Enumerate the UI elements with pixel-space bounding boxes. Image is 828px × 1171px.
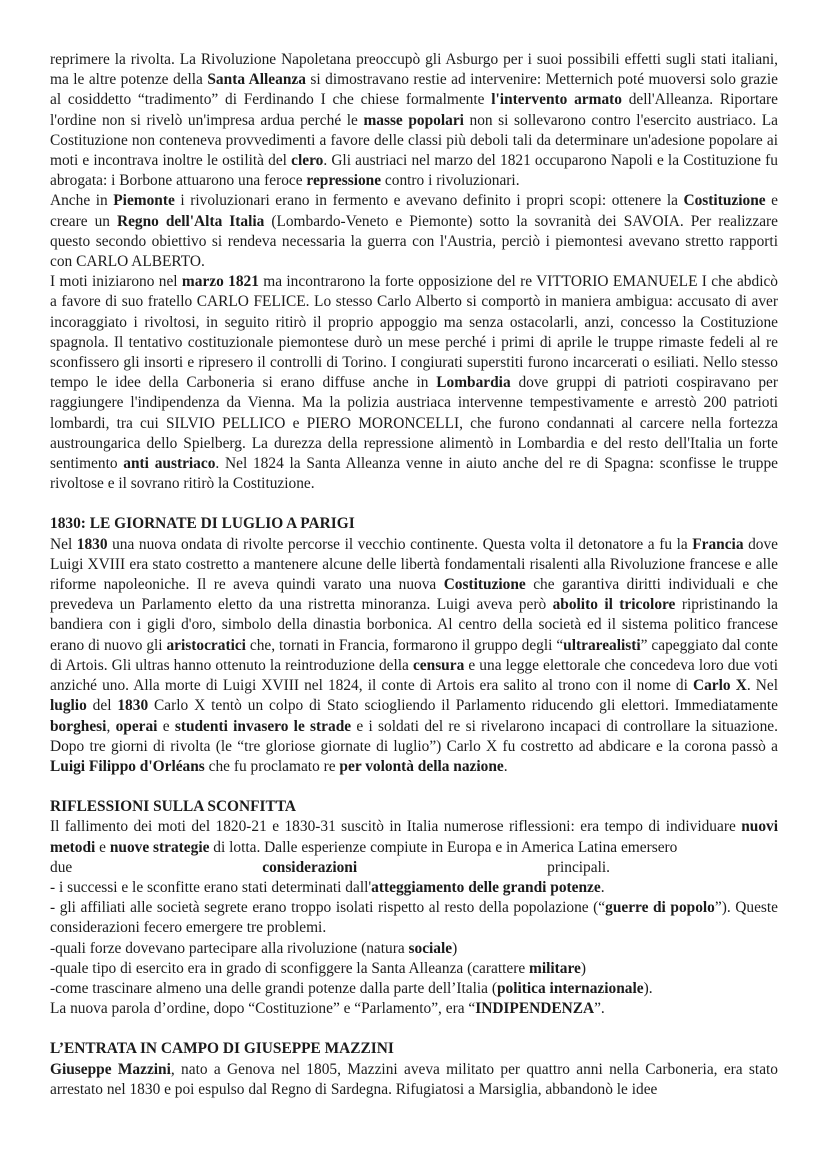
text-run: una nuova ondata di rivolte percorse il vecchio continente. Questa volta il detonatore a fu la bbox=[107, 535, 693, 553]
text-run: - gli affiliati alle società segrete erano troppo isolati rispetto al resto della popolazione (“ bbox=[50, 899, 606, 917]
bold-text: 1830 bbox=[117, 697, 149, 715]
bold-text: aristocratici bbox=[166, 636, 246, 654]
bold-text: marzo 1821 bbox=[181, 273, 259, 291]
bold-text: repressione bbox=[306, 172, 382, 190]
text-run: Il fallimento dei moti del 1820-21 e 1830-31 suscitò in Italia numerose riflessioni: era tempo di individuare bbox=[50, 818, 742, 836]
text-run: che fu proclamato re bbox=[204, 757, 340, 775]
text-run: ripristinando la bandiera con i gigli d'oro, simbolo della dinastia borbonica. Al centro della società ed il sistema politico francese erano di nuovo gli bbox=[50, 596, 778, 654]
text-run: Carlo X tentò un colpo di Stato sciogliendo il Parlamento riducendo gli elettori. Immediatamente bbox=[148, 697, 778, 715]
bold-text: Santa Alleanza bbox=[207, 71, 306, 89]
text-run: . Nel bbox=[746, 677, 778, 695]
text-run: contro i rivoluzionari. bbox=[381, 172, 520, 190]
text-run: . Gli austriaci nel marzo del 1821 occuparono Napoli e la Costituzione fu abrogata: i Borbone attuarono una feroce bbox=[50, 152, 778, 190]
text-run: ”). Queste considerazioni fecero emergere tre problemi. bbox=[50, 899, 779, 937]
bold-text: Giuseppe Mazzini bbox=[50, 1060, 171, 1078]
text-run: La nuova parola d’ordine, dopo “Costituzione” e “Parlamento”, era “ bbox=[50, 1000, 476, 1018]
bold-text: studenti invasero le strade bbox=[174, 717, 352, 735]
word: principali. bbox=[547, 858, 610, 876]
text-run: i rivoluzionari erano in fermento e avevano definito i propri scopi: ottenere la bbox=[174, 192, 684, 210]
text-run: ” capeggiato dal conte di Artois. Gli ultras hanno ottenuto la reintroduzione della bbox=[50, 636, 778, 674]
bold-text: masse popolari bbox=[363, 111, 464, 129]
text-run: Anche in bbox=[50, 192, 114, 210]
text-run: si dimostravano restie ad intervenire: Metternich poté muoversi solo grazie al cosiddetto “tradimento” di Ferdinando I che chiese formalmente bbox=[50, 71, 778, 109]
text-run: -come trascinare almeno una delle grandi potenze dalla parte dell’Italia ( bbox=[50, 979, 497, 997]
text-run: dove Luigi XVIII era stato costretto a mantenere alcune delle libertà fondamentali risalenti alla Rivoluzione francese e alle riforme napoleoniche. Il re aveva quindi varato una nuova bbox=[50, 535, 779, 594]
bold-text: INDIPENDENZA bbox=[475, 1000, 595, 1018]
bold-text: nuove strategie bbox=[109, 838, 210, 856]
paragraph bbox=[50, 535, 778, 777]
bold-text: luglio bbox=[50, 697, 87, 715]
text-run: che, tornati in Francia, formarono il gruppo degli “ bbox=[245, 636, 564, 654]
text-run: e bbox=[157, 717, 175, 735]
bold-text: censura bbox=[412, 656, 465, 674]
text-run: ) bbox=[580, 959, 587, 977]
bold-text: 1830 bbox=[76, 535, 108, 553]
paragraph bbox=[50, 1060, 778, 1100]
text-run: ) bbox=[452, 939, 458, 957]
text-run: . bbox=[600, 878, 605, 896]
section-mazzini bbox=[50, 1039, 778, 1100]
bold-text: Carlo X bbox=[693, 677, 747, 695]
bold-text: Costituzione bbox=[683, 192, 766, 210]
text-run: -quali forze dovevano partecipare alla rivoluzione (natura bbox=[50, 939, 409, 957]
paragraph bbox=[50, 272, 778, 494]
bold-text: nuovi metodi bbox=[50, 818, 778, 856]
text-run: (Lombardo-Veneto e Piemonte) sotto la sovranità dei SAVOIA. Per realizzare questo secondo obiettivo si rendeva necessaria la guerra con l'Austria, perciò i piemontesi avevano stretto rapporti con CARLO ALBERTO. bbox=[50, 212, 778, 271]
bold-text: atteggiamento delle grandi potenze bbox=[371, 878, 601, 896]
text-run: e creare un bbox=[50, 192, 778, 230]
section-heading: 1830: LE GIORNATE DI LUGLIO A PARIGI bbox=[50, 515, 355, 533]
bold-text: guerre di popolo bbox=[605, 899, 715, 917]
text-run: non si sollevarono contro l'esercito austriaco. La Costituzione non conteneva provvedimenti a favore delle classi più deboli tali da determinare un'adesione popolare ai moti e incontrava inoltre le ostilità del bbox=[50, 111, 779, 170]
intro-section bbox=[50, 50, 778, 494]
text-run: dell'Alleanza. Riportare l'ordine non si rivelò un'impresa ardua perché le bbox=[50, 91, 779, 129]
word: due bbox=[50, 858, 73, 876]
section-heading: L’ENTRATA IN CAMPO DI GIUSEPPE MAZZINI bbox=[50, 1040, 394, 1058]
text-run: del bbox=[86, 697, 118, 715]
list-line bbox=[50, 959, 778, 979]
text-run: I moti iniziarono nel bbox=[50, 273, 182, 291]
text-run: e una legge elettorale che concedeva loro due voti anziché uno. Alla morte di Luigi XVIII nel 1824, il conte di Artois era salito al trono con il nome di bbox=[50, 656, 779, 695]
justified-line bbox=[50, 858, 610, 878]
bold-text: clero bbox=[291, 152, 324, 170]
text-run: di lotta. Dalle esperienze compiute in Europa e in America Latina emersero bbox=[209, 838, 678, 856]
text-run: ). bbox=[643, 979, 653, 997]
bold-text: Costituzione bbox=[443, 576, 526, 594]
bold-text: operai bbox=[115, 717, 158, 735]
text-run: reprimere la rivolta. La Rivoluzione Napoletana preoccupò gli Asburgo per i suoi possibili effetti sugli stati italiani, ma le altre potenze della bbox=[50, 51, 778, 89]
bold-text: politica internazionale bbox=[496, 979, 644, 997]
list-line bbox=[50, 999, 778, 1019]
text-run: Nel bbox=[50, 535, 77, 553]
bold-text: anti austriaco bbox=[123, 455, 216, 473]
paragraph bbox=[50, 50, 778, 191]
section-riflessioni bbox=[50, 797, 778, 1019]
bold-text: Lombardia bbox=[436, 374, 511, 392]
bold-text: sociale bbox=[408, 939, 453, 957]
text-run: . bbox=[503, 757, 508, 775]
bold-text: Regno dell'Alta Italia bbox=[116, 212, 265, 230]
bold-text: militare bbox=[529, 959, 581, 977]
bold-text: l'intervento armato bbox=[491, 91, 622, 109]
bold-text: borghesi bbox=[50, 717, 107, 735]
text-run: e i soldati del re si rivelarono incapaci di controllare la situazione. Dopo tre giorni di rivolta (le “tre gloriose giornate di luglio”) Carlo X fu costretto ad abdicare e la corona passò a bbox=[50, 717, 778, 755]
text-run: ma incontrarono la forte opposizione del re VITTORIO EMANUELE I che abdicò a favore di suo fratello CARLO FELICE. Lo stesso Carlo Alberto si comportò in maniera ambigua: accusato di aver incoraggiato i rivoltosi, in seguito ritirò il proprio appoggio ma senza ostacolarli, anzi, concesso la Costituzione spagnola. Il tentativo costituzionale piemontese durò un mese perché i primi di aprile le truppe rimaste fedeli al re sconfissero gli insorti e ripresero il controlli di Torino. I congiurati superstiti furono incarcerati o esiliati. Nello stesso tempo le idee della Carboneria si erano diffuse anche in bbox=[50, 273, 778, 392]
bold-text: per volontà della nazione bbox=[339, 757, 504, 775]
text-run: -quale tipo di esercito era in grado di sconfiggere la Santa Alleanza (carattere bbox=[50, 959, 530, 977]
bold-text: abolito il tricolore bbox=[552, 596, 676, 614]
section-heading: RIFLESSIONI SULLA SCONFITTA bbox=[50, 798, 297, 816]
text-run: e bbox=[95, 838, 110, 856]
list-line bbox=[50, 939, 778, 959]
text-run: , nato a Genova nel 1805, Mazzini aveva militato per quattro anni nella Carboneria, era stato arrestato nel 1830 e poi espulso dal Regno di Sardegna. Rifugiatosi a Marsiglia, abbandonò le idee bbox=[50, 1060, 778, 1098]
text-run: , bbox=[106, 717, 116, 735]
list-line bbox=[50, 878, 778, 898]
text-run: che garantiva diritti individuali e che prevedeva un Parlamento eletto da una ristretta minoranza. Luigi aveva però bbox=[50, 576, 778, 614]
bold-text: Luigi Filippo d'Orléans bbox=[50, 757, 205, 775]
paragraph bbox=[50, 817, 778, 857]
list-line bbox=[50, 898, 778, 938]
list-line bbox=[50, 979, 778, 999]
bold-text: Francia bbox=[692, 535, 744, 553]
text-run: dove gruppi di patrioti cospiravano per raggiungere l'indipendenza da Vienna. Ma la polizia austriaca intervenne tempestivamente e arrestò 200 patrioti lombardi, tra cui SILVIO PELLICO e PIERO MORONCELLI, che furono condannati al carcere nella fortezza austroungarica dello Spielberg. La durezza della repressione alimentò in Lombardia e del resto dell'Italia un forte sentimento bbox=[50, 374, 778, 473]
word: considerazioni bbox=[262, 858, 358, 876]
text-run: . Nel 1824 la Santa Alleanza venne in aiuto anche del re di Spagna: sconfisse le truppe rivoltose e il sovrano ritirò la Costituzione. bbox=[50, 455, 778, 493]
paragraph bbox=[50, 191, 778, 272]
text-run: - i successi e le sconfitte erano stati determinati dall' bbox=[50, 878, 372, 896]
bold-text: ultrarealisti bbox=[563, 636, 641, 654]
bold-text: Piemonte bbox=[113, 192, 175, 210]
text-run: ”. bbox=[594, 1000, 605, 1018]
section-1830 bbox=[50, 514, 778, 777]
